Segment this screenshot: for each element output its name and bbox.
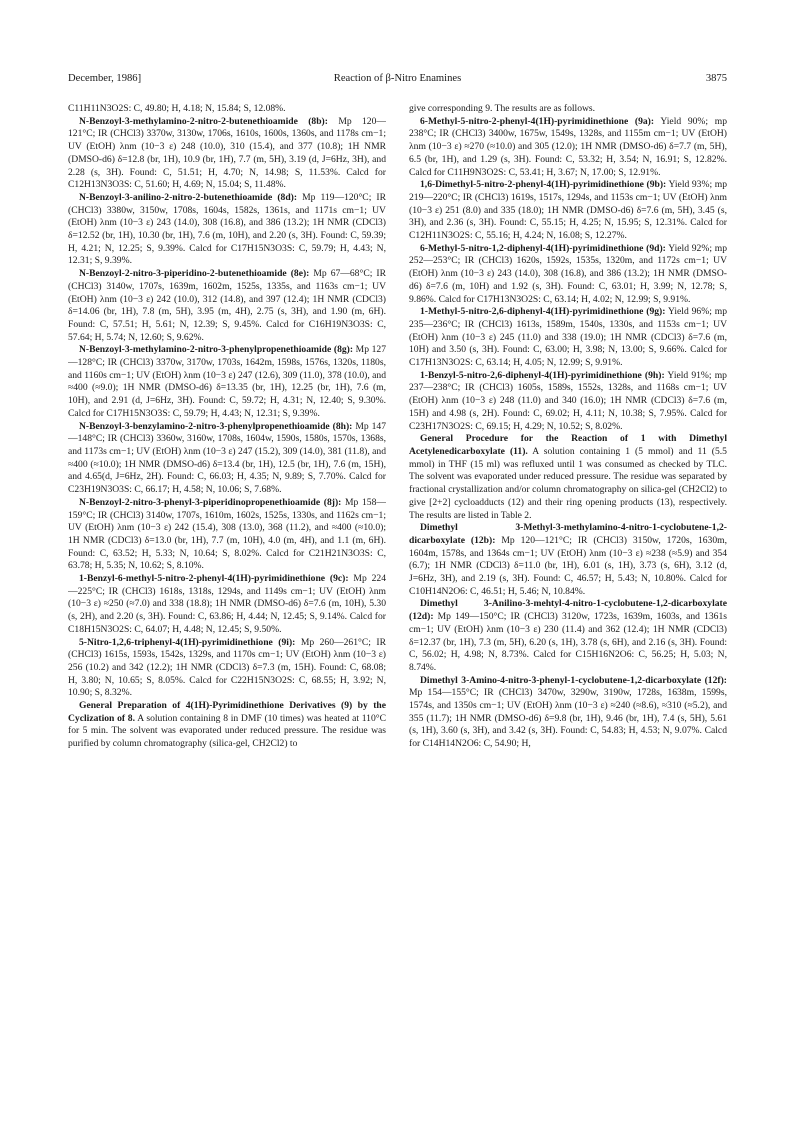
paragraph-text: give corresponding 9. The results are as follows. <box>409 103 596 114</box>
right-column <box>409 103 727 1051</box>
paragraph <box>409 103 727 116</box>
compound-heading: N-Benzoyl-3-methylamino-2-nitro-3-phenylpropenethioamide (8g): <box>79 344 354 356</box>
paragraph <box>68 573 386 637</box>
paragraph <box>409 598 727 674</box>
compound-heading: General Preparation of 4(1H)-Pyrimidinethione Derivatives (9) by the Cyclization of 8. <box>68 700 386 724</box>
compound-heading: 5-Nitro-1,2,6-triphenyl-4(1H)-pyrimidinethione (9i): <box>79 636 296 648</box>
paragraph <box>68 268 386 344</box>
compound-heading: General Procedure for the Reaction of 1 with Dimethyl Acetylenedicarboxylate (11). <box>409 433 727 457</box>
compound-heading: 6-Methyl-5-nitro-1,2-diphenyl-4(1H)-pyrimidinethione (9d): <box>420 242 666 254</box>
paragraph-text: A solution containing 1 (5 mmol) and 11 (5.5 mmol) in THF (15 ml) was refluxed until 1 was consumed as checked by TLC. The solvent was evaporated under reduced pressure. The residue was separated by fractional crystallization and/or column chromatography on silica-gel (CH2Cl2) to give [2+2] cycloadducts (12) and their ring opening products (13), respectively. The results are listed in Table 2. <box>409 445 727 521</box>
paragraph <box>68 116 386 192</box>
paragraph-text: Mp 120—121°C; IR (CHCl3) 3370w, 3130w, 1706s, 1610s, 1600s, 1360s, and 1178s cm−1; UV (EtOH) λnm (10−3 ε) 248 (10.0), 310 (15.4), and 377 (10.8); 1H NMR (DMSO-d6) δ=12.8 (br, 1H), 10.9 (br, 1H), 7.7 (m, 5H), 3.19 (d, J=6Hz, 3H), and 2.28 (s, 3H). Found: C, 51.51; H, 4.70; N, 14.98; S, 11.53%. Calcd for C12H13N3O3S: C, 51.60; H, 4.69; N, 15.04; S, 11.48%. <box>68 115 386 191</box>
paragraph-text: Yield 90%; mp 238°C; IR (CHCl3) 3400w, 1675w, 1549s, 1328s, and 1155m cm−1; UV (EtOH) λnm (10−3 ε) ≈270 (≈10.0) and 305 (12.0); 1H NMR (DMSO-d6) δ=7.7 (m, 5H), 6.5 (br, 1H), and 1.29 (s, 3H). Found: C, 53.32; H, 3.54; N, 16.91; S, 12.82%. Calcd for C11H9N3O2S: C, 53.41; H, 3.67; N, 17.00; S, 12.91%. <box>409 115 727 178</box>
left-column <box>68 103 386 1051</box>
compound-heading: 1,6-Dimethyl-5-nitro-2-phenyl-4(1H)-pyrimidinethione (9b): <box>420 179 667 191</box>
paragraph <box>409 116 727 180</box>
header-date: December, 1986] <box>68 73 142 84</box>
compound-heading: Dimethyl 3-Amino-4-nitro-3-phenyl-1-cyclobutene-1,2-dicarboxylate (12f): <box>420 674 727 686</box>
paragraph <box>409 179 727 243</box>
paragraph-text: Mp 67—68°C; IR (CHCl3) 3140w, 1707s, 1639m, 1602m, 1525s, 1335s, and 1163s cm−1; UV (EtOH) λnm (10−3 ε) 242 (10.0), 312 (14.8), and 397 (12.4); 1H NMR (CDCl3) δ=14.06 (br, 1H), 7.8 (m, 5H), 3.95 (m, 4H), 2.75 (s, 3H), and 1.90 (m, 6H). Found: C, 57.51; H, 5.61; N, 12.39; S, 9.45%. Calcd for C16H19N3O3S: C, 57.64; H, 5.74; N, 12.60; S, 9.62%. <box>68 268 386 343</box>
paragraph <box>409 675 727 751</box>
paragraph <box>409 522 727 598</box>
paragraph <box>68 637 386 701</box>
paragraph-text: Mp 149—150°C; IR (CHCl3) 3120w, 1723s, 1639m, 1603s, and 1361s cm−1; UV (EtOH) λnm (10−3 ε) 230 (11.4) and 362 (12.4); 1H NMR (CDCl3) δ=12.37 (br, 1H), 7.3 (m, 5H), 6.20 (s, 1H), 3.78 (s, 6H), and 2.16 (s, 3H). Found: C, 56.02; H, 4.98; N, 8.73%. Calcd for C15H16N2O6: C, 56.25; H, 5.03; N, 8.74%. <box>409 611 727 673</box>
paragraph <box>409 306 727 370</box>
paragraph-text: Mp 127—128°C; IR (CHCl3) 3370w, 3170w, 1703s, 1642m, 1598s, 1576s, 1320s, 1180s, and 1160s cm−1; UV (EtOH) λnm (10−3 ε) 247 (12.6), 309 (11.0), 378 (10.0), and ≈400 (≈9.0); 1H NMR (DMSO-d6) δ=13.35 (br, 1H), 12.25 (br, 1H), 7.6 (m, 10H), and 2.91 (d, J=6Hz, 3H). Found: C, 59.72; H, 4.31; N, 12.40; S, 9.30%. Calcd for C17H15N3O3S: C, 59.79; H, 4.43; N, 12.31; S, 9.39%. <box>68 344 386 419</box>
compound-heading: 1-Benzyl-6-methyl-5-nitro-2-phenyl-4(1H)-pyrimidinethione (9c): <box>79 573 349 585</box>
compound-heading: N-Benzoyl-3-benzylamino-2-nitro-3-phenylpropenethioamide (8h): <box>79 420 353 432</box>
paragraph <box>409 433 727 522</box>
paragraph-text: Yield 91%; mp 237—238°C; IR (CHCl3) 1605s, 1589s, 1552s, 1328s, and 1168s cm−1; UV (EtOH) λnm (10−3 ε) 248 (11.0) and 340 (16.0); 1H NMR (CDCl3) δ=7.6 (m, 15H) and 4.98 (s, 2H). Found: C, 69.02; H, 4.11; N, 10.38; S, 7.95%. Calcd for C23H17N3O2S: C, 69.15; H, 4.29; N, 10.52; S, 8.02%. <box>409 369 727 432</box>
paragraph <box>68 344 386 420</box>
paragraph <box>68 421 386 497</box>
paragraph-text: A solution containing 8 in DMF (10 times) was heated at 110°C for 5 min. The solvent was evaporated under reduced pressure. The residue was purified by column chromatography (silica-gel, CH2Cl2) to <box>68 712 386 750</box>
compound-heading: 1-Methyl-5-nitro-2,6-diphenyl-4(1H)-pyrimidinethione (9g): <box>420 306 666 318</box>
paragraph-text: Mp 224—225°C; IR (CHCl3) 1618s, 1318s, 1294s, and 1149s cm−1; UV (EtOH) λnm (10−3 ε) ≈250 (≈7.0) and 338 (18.8); 1H NMR (DMSO-d6) δ=7.6 (m, 10H), 5.30 (s, 2H), and 2.20 (s, 3H). Found: C, 63.86; H, 4.44; N, 12.45; S, 9.14%. Calcd for C18H15N3O2S: C, 64.07; H, 4.48; N, 12.45; S, 9.50%. <box>68 573 386 635</box>
paragraph-text: Yield 96%; mp 235—236°C; IR (CHCl3) 1613s, 1589m, 1540s, 1330s, and 1153s cm−1; UV (EtOH) λnm (10−3 ε) 245 (11.0) and 338 (19.0); 1H NMR (CDCl3) δ=7.6 (m, 10H) and 3.50 (s, 3H). Found: C, 63.00; H, 3.98; N, 13.00; S, 9.66%. Calcd for C17H13N3O2S: C, 63.14; H, 4.05; N, 12.99; S, 9.91%. <box>409 306 727 369</box>
compound-heading: 6-Methyl-5-nitro-2-phenyl-4(1H)-pyrimidinethione (9a): <box>420 115 655 127</box>
paragraph <box>68 700 386 751</box>
page-number: 3875 <box>705 73 727 84</box>
paragraph <box>409 370 727 434</box>
paragraph-text: Yield 92%; mp 252—253°C; IR (CHCl3) 1620s, 1592s, 1535s, 1320m, and 1172s cm−1; UV (EtOH) λnm (10−3 ε) 243 (14.0), 308 (16.8), and 386 (13.2); 1H NMR (DMSO-d6) δ=7.6 (m, 10H) and 1.92 (s, 3H). Found: C, 63.01; H, 3.99; N, 12.78; S, 9.86%. Calcd for C17H13N3O2S: C, 63.14; H, 4.02; N, 12.99; S, 9.91%. <box>409 242 727 305</box>
header-title: Reaction of β-Nitro Enamines <box>333 73 462 84</box>
compound-heading: N-Benzoyl-3-anilino-2-nitro-2-butenethioamide (8d): <box>79 191 298 203</box>
compound-heading: N-Benzoyl-2-nitro-3-piperidino-2-butenethioamide (8e): <box>79 268 310 280</box>
paragraph-text: C11H11N3O2S: C, 49.80; H, 4.18; N, 15.84; S, 12.08%. <box>68 103 286 114</box>
compound-heading: N-Benzoyl-3-methylamino-2-nitro-2-butenethioamide (8b): <box>79 115 328 127</box>
compound-heading: 1-Benzyl-5-nitro-2,6-diphenyl-4(1H)-pyrimidinethione (9h): <box>420 369 665 381</box>
paragraph-text: Mp 260—261°C; IR (CHCl3) 1615s, 1593s, 1542s, 1329s, and 1170s cm−1; UV (EtOH) λnm (10−3 ε) 256 (10.2) and 342 (12.2); 1H NMR (CDCl3) δ=7.3 (m, 15H). Found: C, 68.08; H, 3.80; N, 10.65; S, 8.05%. Calcd for C22H15N3O2S: C, 68.55; H, 3.92; N, 10.90; S, 8.32%. <box>68 636 386 699</box>
paragraph <box>409 243 727 307</box>
paragraph-text: Mp 120—121°C; IR (CHCl3) 3150w, 1720s, 1630m, 1604m, 1578s, and 1364s cm−1; UV (EtOH) λnm (10−3 ε) ≈238 (≈5.9) and 354 (6.7); 1H NMR (CDCl3) δ=11.0 (br, 1H), 6.01 (s, 1H), 3.73 (s, 6H), 3.12 (d, J=6Hz, 3H), and 2.19 (s, 3H). Found: C, 46.57; H, 5.43; N, 10.80%. Calcd for C10H14N2O6: C, 46.51; H, 5.46; N, 10.84%. <box>409 534 727 597</box>
compound-heading: N-Benzoyl-2-nitro-3-phenyl-3-piperidinopropenethioamide (8j): <box>79 496 342 508</box>
paragraph-text: Mp 154—155°C; IR (CHCl3) 3470w, 3290w, 3190w, 1728s, 1638m, 1599s, 1574s, and 1350s cm−1; UV (EtOH) λnm (10−3 ε) ≈240 (≈8.6), ≈310 (≈5.2), and 355 (11.7); 1H NMR (DMSO-d6) δ=9.8 (br, 1H), 9.46 (br, 1H), 7.4 (s, 5H), 5.61 (s, 1H), 3.60 (s, 3H), and 3.42 (s, 3H). Found: C, 54.83; H, 4.53; N, 9.07%. Calcd for C14H14N2O6: C, 54.90; H, <box>409 687 727 750</box>
paragraph-text: Mp 119—120°C; IR (CHCl3) 3380w, 3150w, 1708s, 1604s, 1582s, 1361s, and 1171s cm−1; UV (EtOH) λnm (10−3 ε) 243 (14.0), 308 (16.8), and 386 (13.2); 1H NMR (CDCl3) δ=12.52 (br, 1H), 10.30 (br, 1H), 7.6 (m, 10H), and 2.20 (s, 3H). Found: C, 59.39; H, 4.21; N, 12.25; S, 9.39%. Calcd for C17H15N3O3S: C, 59.79; H, 4.43; N, 12.31; S, 9.39%. <box>68 191 386 267</box>
paragraph <box>68 497 386 573</box>
compound-heading: Dimethyl 3-Anilino-3-mehtyl-4-nitro-1-cyclobutene-1,2-dicarboxylate (12d): <box>409 598 727 623</box>
paragraph-text: Mp 147—148°C; IR (CHCl3) 3360w, 3160w, 1708s, 1604w, 1590s, 1580s, 1570s, 1368s, and 1173s cm−1; UV (EtOH) λnm (10−3 ε) 247 (15.2), 309 (14.0), 381 (11.8), and ≈400 (≈10.0); 1H NMR (DMSO-d6) δ=13.4 (br, 1H), 12.5 (br, 1H), 7.6 (m, 15H), and 4.65(d, J=6Hz, 2H). Found: C, 66.03; H, 4.35; N, 9.89; S, 7.70%. Calcd for C23H19N3O3S: C, 66.17; H, 4.58; N, 10.06; S, 7.68%. <box>68 420 386 496</box>
running-header <box>68 72 727 86</box>
paragraph-text: Mp 158—159°C; IR (CHCl3) 3140w, 1707s, 1610m, 1602s, 1525s, 1330s, and 1162s cm−1; UV (EtOH) λnm (10−3 ε) 242 (15.4), 308 (13.0), 368 (11.2), and ≈400 (≈10.0); 1H NMR (CDCl3) δ=13.0 (br, 1H), 7.7 (m, 10H), 4.0 (m, 4H), and 1.1 (m, 6H). Found: C, 63.52; H, 5.33; N, 10.64; S, 8.02%. Calcd for C21H21N3O3S: C, 63.78; H, 5.35; N, 10.62; S, 8.10%. <box>68 496 386 572</box>
paragraph-text: Yield 93%; mp 219—220°C; IR (CHCl3) 1619s, 1517s, 1294s, and 1153s cm−1; UV (EtOH) λnm (10−3 ε) 251 (8.0) and 335 (18.0); 1H NMR (DMSO-d6) δ=7.6 (m, 5H), 3.45 (s, 3H), and 2.36 (s, 3H). Found: C, 55.15; H, 4.25; N, 15.95; S, 12.31%. Calcd for C12H11N3O2S: C, 55.16; H, 4.24; N, 16.08; S, 12.27%. <box>409 179 727 242</box>
paragraph <box>68 103 386 116</box>
paragraph <box>68 192 386 268</box>
compound-heading: Dimethyl 3-Methyl-3-methylamino-4-nitro-1-cyclobutene-1,2-dicarboxylate (12b): <box>409 522 727 546</box>
